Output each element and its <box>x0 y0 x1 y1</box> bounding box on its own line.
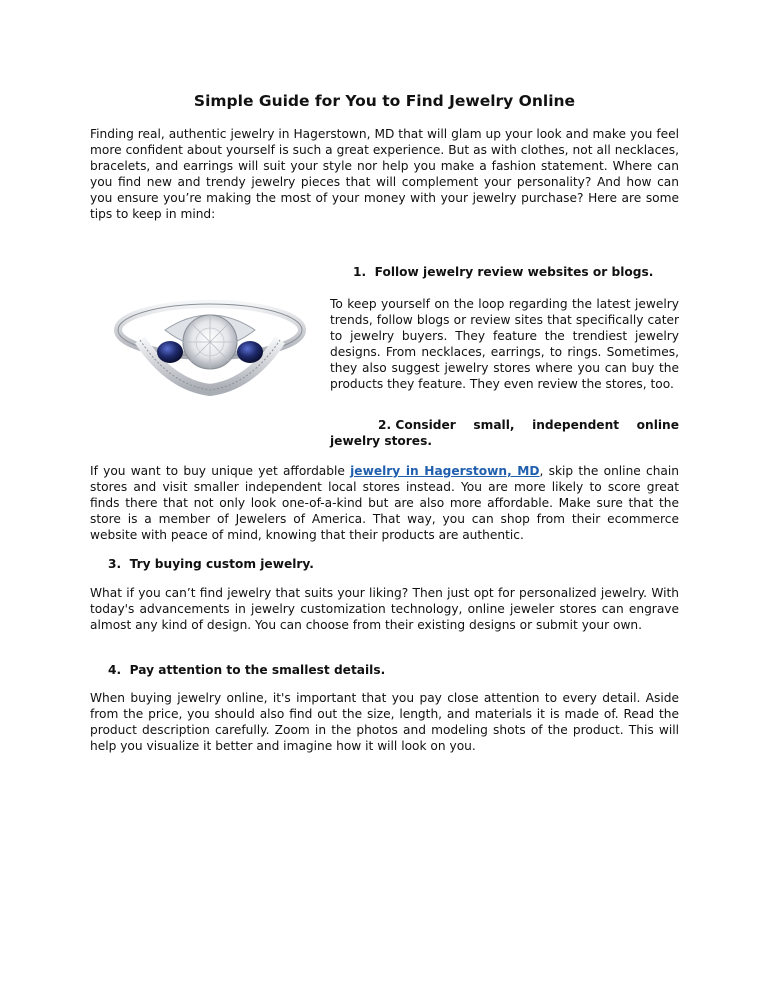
tip-3-body: What if you can’t find jewelry that suits your liking? Then just opt for personalized jewelry. With today's advancements in jewelry customization technology, online jeweler stores can engrave almost any kind of design. You can choose from their existing designs or submit your own. <box>90 586 679 632</box>
intro-paragraph: Finding real, authentic jewelry in Hagerstown, MD that will glam up your look and make you feel more confident about yourself is such a great experience. But as with clothes, not all necklaces, bracelets, and earrings will suit your style nor help you make a fashion statement. Where can you find new and trendy jewelry pieces that will complement your personality? And how can you ensure you’re making the most of your money with your jewelry purchase? Here are some tips to keep in mind: <box>90 127 679 221</box>
tip-1-number: 1. <box>353 265 367 279</box>
tip-3-heading-text: Try buying custom jewelry. <box>129 557 314 571</box>
page-title: Simple Guide for You to Find Jewelry Online <box>193 92 576 110</box>
tip-2-heading-word-1: 2. Consider <box>378 418 456 432</box>
tip-2-body: If you want to buy unique yet affordable jewelry in Hagerstown, MD, skip the online chain stores and visit smaller independent local stores instead. You are more likely to score great finds there that not only look one-of-a-kind but are also more affordable. Make sure that the store is a member of Jewelers of America. That way, you can shop from their ecommerce website with peace of mind, knowing that their products are authentic. <box>90 464 680 542</box>
tip-1-heading <box>353 264 653 280</box>
tip-4-heading-text: Pay attention to the smallest details. <box>129 663 386 677</box>
tip-4-body: When buying jewelry online, it's important that you pay close attention to every detail. Aside from the price, you should also find out the size, length, and materials it is made of. Read the product description carefully. Zoom in the photos and modeling shots of the product. This will help you visualize it better and imagine how it will look on you. <box>90 691 679 753</box>
tip-3-heading <box>108 556 314 572</box>
tip-2-heading-tail: jewelry stores. <box>330 434 432 448</box>
tip-2-heading-word-2: small, <box>473 418 515 432</box>
tip-2-heading <box>330 417 679 449</box>
tip-3-number: 3. <box>108 557 122 571</box>
diamond-ring-image <box>110 290 310 402</box>
tip-1-body: To keep yourself on the loop regarding the latest jewelry trends, follow blogs or review sites that specifically cater to jewelry buyers. They feature the trendiest jewelry designs. From necklaces, earrings, to rings. Sometimes, they also suggest jewelry stores where you can buy the products they feature. They even review the stores, too. <box>330 297 679 391</box>
tip-2-heading-word-3: independent <box>532 418 620 432</box>
tip-4-heading <box>108 662 385 678</box>
tip-2-heading-word-4: online <box>636 418 679 432</box>
tip-4-number: 4. <box>108 663 122 677</box>
jewelry-hagerstown-link[interactable]: jewelry in Hagerstown, MD <box>350 464 540 478</box>
tip-1-heading-text: Follow jewelry review websites or blogs. <box>374 265 654 279</box>
